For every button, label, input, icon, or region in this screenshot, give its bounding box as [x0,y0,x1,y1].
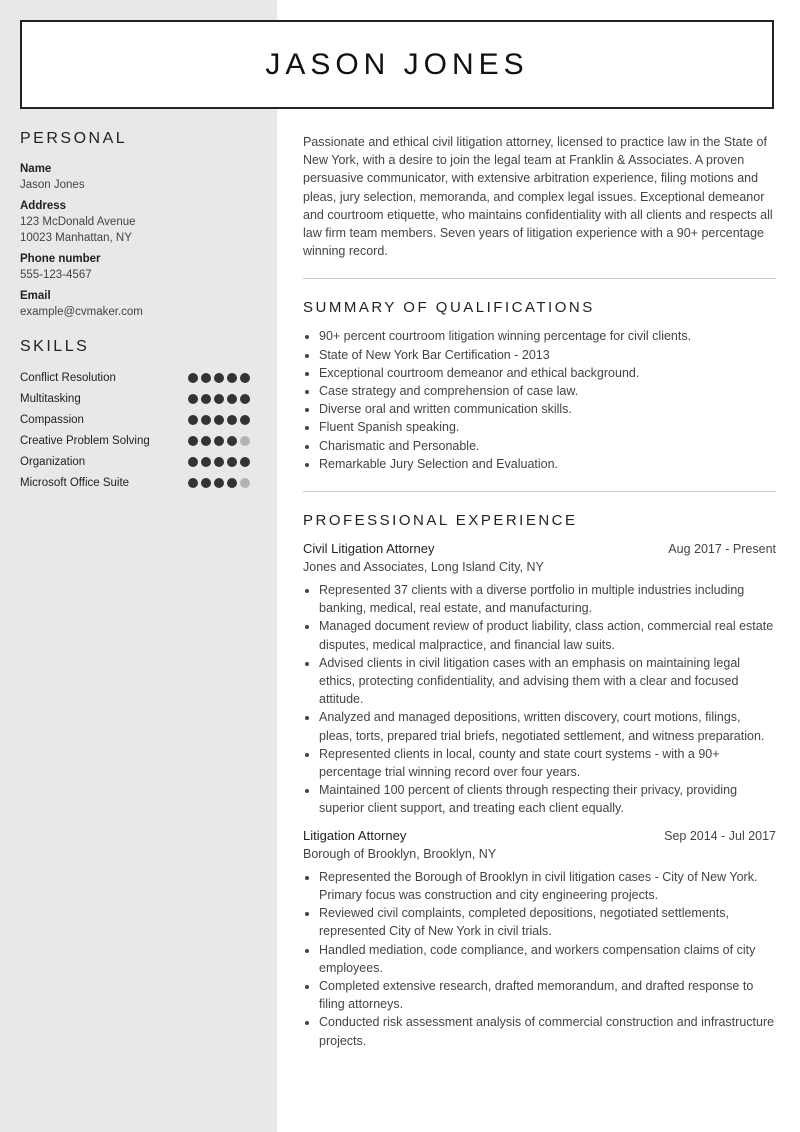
rating-dot-icon [188,415,198,425]
job-bullet: • Handled mediation, code compliance, and workers compensation claims of city employees. [319,941,776,977]
job-bullets [303,868,776,1050]
personal-label: Email [20,290,51,302]
skill-rating [188,478,250,488]
personal-label: Phone number [20,253,101,265]
job-company: Jones and Associates, Long Island City, NY [303,560,544,575]
job-bullet: • Reviewed civil complaints, completed depositions, negotiated settlements, represented City of New York in civil trials. [319,904,776,940]
personal-label: Name [20,163,52,175]
skills-title: SKILLS [20,338,90,355]
rating-dot-icon [227,373,237,383]
qualification-item: • Diverse oral and written communication skills. [319,400,776,418]
personal-item [20,252,260,283]
skill-rating [188,457,250,467]
skill-row [20,388,250,409]
qualification-item: • Exceptional courtroom demeanor and ethical background. [319,364,776,382]
qualifications-list [303,327,776,473]
qualification-item: • Fluent Spanish speaking. [319,418,776,436]
job-bullet: • Represented clients in local, county and state court systems - with a 90+ percentage trial winning record over four years. [319,745,776,781]
name-header [20,20,774,109]
skill-row [20,430,250,451]
job-header [303,827,776,845]
rating-dot-icon [240,415,250,425]
personal-label: Address [20,200,67,212]
skill-row [20,367,250,388]
qualification-item: • Charismatic and Personable. [319,437,776,455]
rating-dot-icon [227,457,237,467]
rating-dot-icon [214,394,224,404]
job-entry [303,827,776,1050]
personal-value: 555-123-4567 [20,269,92,281]
rating-dot-icon [227,394,237,404]
rating-dot-icon [188,373,198,383]
section-divider [303,278,776,279]
rating-dot-icon [201,478,211,488]
rating-dot-icon [227,415,237,425]
rating-dot-icon [201,436,211,446]
job-dates: Sep 2014 - Jul 2017 [664,828,776,843]
rating-dot-icon [240,457,250,467]
skill-name: Organization [20,455,86,468]
job-dates: Aug 2017 - Present [668,542,776,557]
skill-name: Conflict Resolution [20,371,116,384]
qualification-item: • Case strategy and comprehension of case law. [319,382,776,400]
rating-dot-icon [201,415,211,425]
rating-dot-icon [188,394,198,404]
skill-rating [188,373,250,383]
rating-dot-icon [188,436,198,446]
personal-value: Jason Jones [20,179,85,191]
qualification-item: • State of New York Bar Certification - 2013 [319,346,776,364]
personal-item [20,289,260,320]
skill-name: Creative Problem Solving [20,434,150,447]
job-title: Civil Litigation Attorney [303,541,435,557]
job-bullet: • Completed extensive research, drafted memorandum, and drafted response to filing attorneys. [319,977,776,1013]
personal-title: PERSONAL [20,130,128,147]
rating-dot-icon [227,478,237,488]
skill-row [20,472,250,493]
skill-row [20,409,250,430]
job-entry [303,540,776,818]
rating-dot-icon [188,457,198,467]
rating-dot-icon [240,373,250,383]
personal-value: example@cvmaker.com [20,306,143,318]
rating-dot-icon [214,478,224,488]
qualification-item: • 90+ percent courtroom litigation winning percentage for civil clients. [319,327,776,345]
skill-row [20,451,250,472]
main-column [303,133,776,1050]
job-bullets [303,581,776,818]
skill-name: Multitasking [20,392,81,405]
profile-summary: Passionate and ethical civil litigation attorney, licensed to practice law in the State of New York, with a desire to join the legal team at Franklin & Associates. A proven persuasive communicator, with extensive arbitration experience, filing motions and pleas, jury selection, memoranda, and complex legal issues. Exceptional demeanor and courtroom etiquette, who maintains confidentiality with all clients and respects all law firm team members. Seven years of litigation experience with a 90+ percentage winning record. [303,135,773,259]
personal-value: 10023 Manhattan, NY [20,232,132,244]
personal-info [20,162,260,320]
skill-name: Microsoft Office Suite [20,476,130,489]
rating-dot-icon [214,415,224,425]
qualification-item: • Remarkable Jury Selection and Evaluation. [319,455,776,473]
rating-dot-icon [240,478,250,488]
candidate-name: JASON JONES [265,47,529,81]
section-divider [303,491,776,492]
job-bullet: • Represented 37 clients with a diverse portfolio in multiple industries including banking, medical, real estate, and manufacturing. [319,581,776,617]
experience-list [303,540,776,1050]
skill-rating [188,436,250,446]
job-header [303,540,776,558]
job-bullet: • Analyzed and managed depositions, written discovery, court motions, filings, pleas, torts, prepared trial briefs, negotiated settlement, and witness preparation. [319,708,776,744]
rating-dot-icon [201,457,211,467]
job-bullet: • Represented the Borough of Brooklyn in civil litigation cases - City of New York. Primary focus was construction and city engineering projects. [319,868,776,904]
job-bullet: • Maintained 100 percent of clients through respecting their privacy, providing superior client support, and treating each client equally. [319,781,776,817]
job-bullet: • Managed document review of product liability, class action, commercial real estate disputes, medical malpractice, and financial law suits. [319,617,776,653]
rating-dot-icon [201,394,211,404]
skill-name: Compassion [20,413,84,426]
skills-list [20,367,260,493]
rating-dot-icon [188,478,198,488]
skill-rating [188,415,250,425]
job-bullet: • Conducted risk assessment analysis of commercial construction and infrastructure projects. [319,1013,776,1049]
personal-item [20,199,260,246]
rating-dot-icon [227,436,237,446]
qualifications-title: SUMMARY OF QUALIFICATIONS [303,299,595,317]
rating-dot-icon [214,436,224,446]
rating-dot-icon [201,373,211,383]
rating-dot-icon [240,394,250,404]
personal-item [20,162,260,193]
experience-title: PROFESSIONAL EXPERIENCE [303,512,578,530]
skill-rating [188,394,250,404]
job-bullet: • Advised clients in civil litigation cases with an emphasis on maintaining legal ethics, protecting confidentiality, and advising them with a clear and focused attitude. [319,654,776,709]
job-title: Litigation Attorney [303,827,407,843]
rating-dot-icon [214,457,224,467]
rating-dot-icon [240,436,250,446]
personal-value: 123 McDonald Avenue [20,216,136,228]
rating-dot-icon [214,373,224,383]
left-column [20,130,260,493]
job-company: Borough of Brooklyn, Brooklyn, NY [303,846,497,861]
